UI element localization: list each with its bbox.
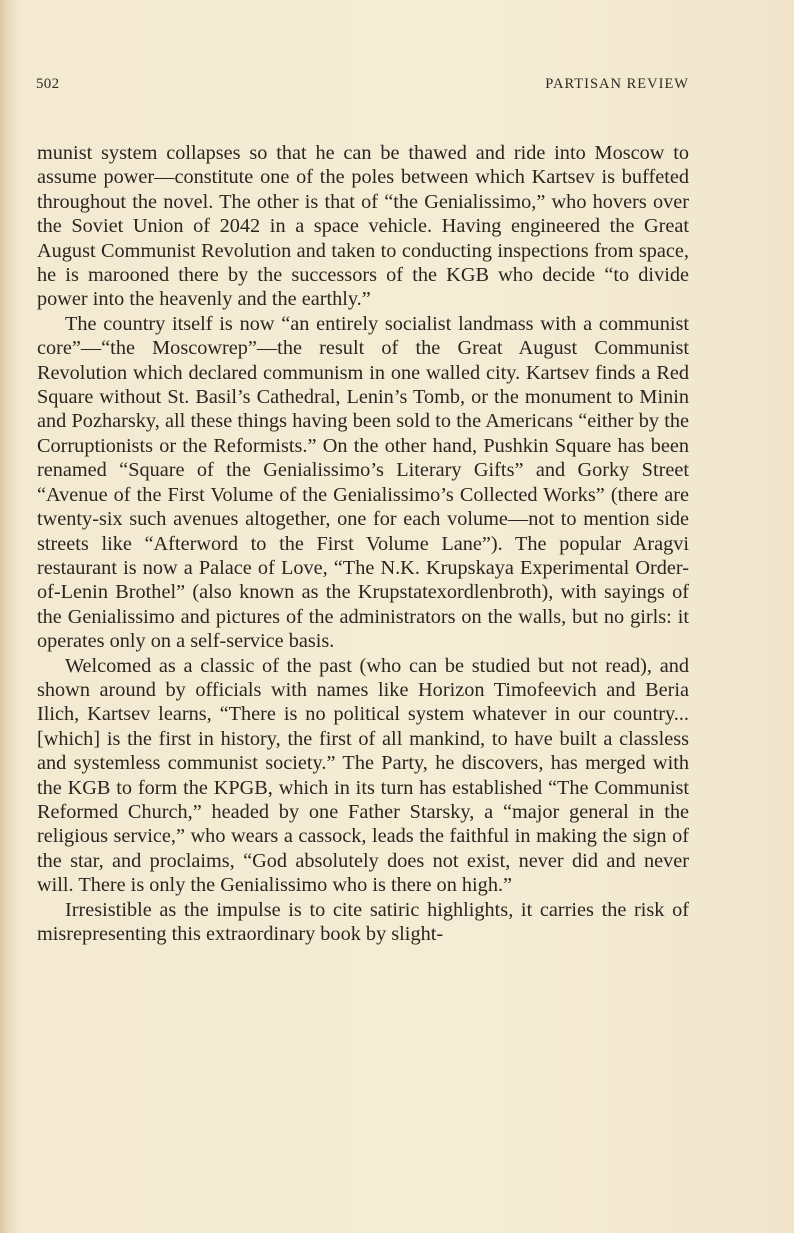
paragraph-continued: munist system collapses so that he can be thawed and ride into Moscow to assume power—constitute one of the poles between which Kartsev is buffeted throughout the novel. The other is that of “the Genialissimo,” who hovers over the Soviet Union of 2042 in a space vehicle. Having engineered the Great August Communist Revolution and taken to conducting inspections from space, he is marooned there by the successors of the KGB who decide “to divide power into the heavenly and the earthly.” bbox=[37, 142, 689, 311]
page-number: 502 bbox=[36, 76, 60, 92]
journal-title: PARTISAN REVIEW bbox=[545, 76, 689, 92]
paragraph: The country itself is now “an entirely socialist landmass with a communist core”—“the Moscowrep”—the result of the Great August Communist Revolution which declared communism in one walled city. Kartsev finds a Red Square without St. Basil’s Cathedral, Lenin’s Tomb, or the monument to Minin and Pozharsky, all these things having been sold to the Americans “either by the Corruptionists or the Reformists.” On the other hand, Pushkin Square has been renamed “Square of the Genialissimo’s Literary Gifts” and Gorky Street “Avenue of the First Volume of the Genialissimo’s Collected Works” (there are twenty-six such avenues altogether, one for each volume—not to mention side streets like “Afterword to the First Volume Lane”). The popular Aragvi restaurant is now a Palace of Love, “The N.K. Krupskaya Experimental Order-of-Lenin Brothel” (also known as the Krupstatexordlenbroth), with sayings of the Genialissimo and pictures of the administrators on the walls, but no girls: it operates only on a self-service basis. bbox=[37, 312, 689, 653]
paragraph: Welcomed as a classic of the past (who can be studied but not read), and shown around by officials with names like Horizon Timofeevich and Beria Ilich, Kartsev learns, “There is no political system whatever in our country...[which] is the first in history, the first of all mankind, to have built a classless and systemless communist society.” The Party, he discovers, has merged with the KGB to form the KPGB, which in its turn has established “The Communist Reformed Church,” headed by one Father Starsky, a “major general in the religious service,” who wears a cassock, leads the faithful in making the sign of the star, and proclaims, “God absolutely does not exist, never did and never will. There is only the Genialissimo who is there on high.” bbox=[37, 654, 689, 897]
paragraph: Irresistible as the impulse is to cite satiric highlights, it carries the risk of misrepresenting this extraordinary book by slight- bbox=[37, 898, 689, 945]
body-text bbox=[37, 141, 689, 946]
running-head bbox=[36, 76, 689, 96]
